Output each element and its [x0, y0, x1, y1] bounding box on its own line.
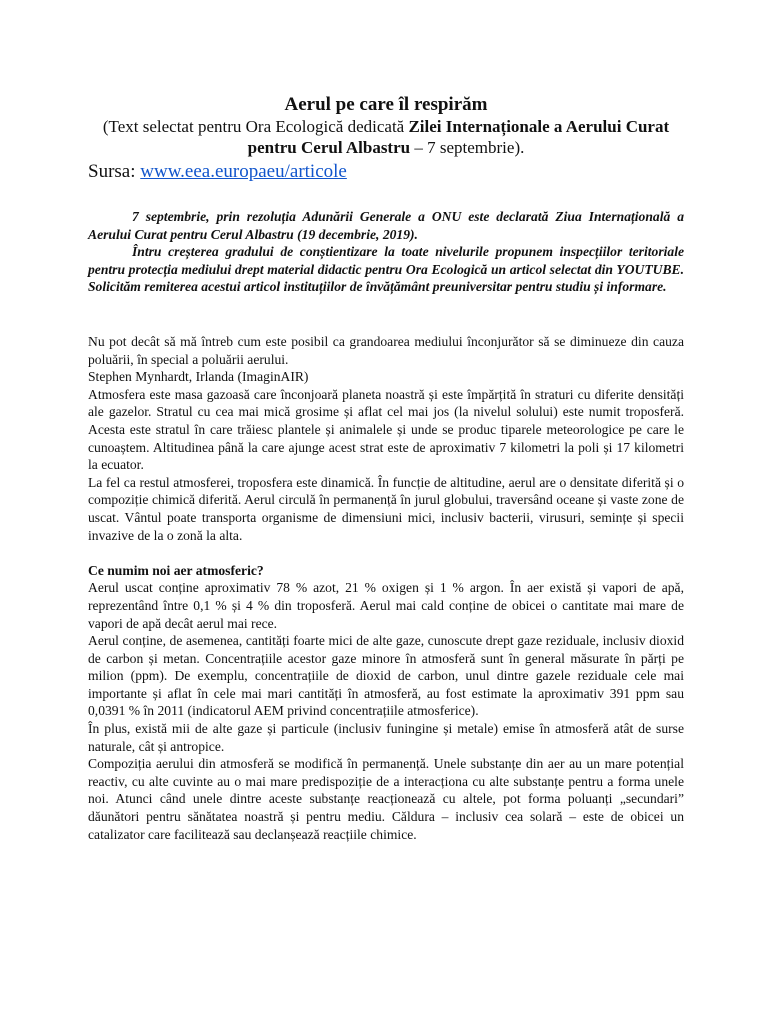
document-header — [86, 94, 686, 158]
source-line — [88, 160, 347, 184]
document-title: Aerul pe care îl respirăm — [284, 94, 488, 115]
subtitle-bold-text: Zilei Internaționale a Aerului Curat pentru Cerul Albastru — [247, 117, 670, 157]
section-heading: Ce numim noi aer atmosferic? — [88, 562, 264, 578]
intro-section — [88, 208, 684, 296]
intro-paragraph: 7 septembrie, prin rezoluția Adunării Generale a ONU este declarată Ziua Internațională a Aerului Curat pentru Cerul Albastru (19 decembrie, 2019). — [88, 209, 684, 242]
article-body — [88, 333, 684, 843]
body-paragraph: Aerul uscat conține aproximativ 78 % azot, 21 % oxigen și 1 % argon. În aer există și vapori de apă, reprezentând între 0,1 % și 4 % din troposferă. Aerul mai cald conține de obicei o cantitate mai mare de vapori de apă decât aerul mai rece. — [88, 580, 684, 631]
body-paragraph: Compoziția aerului din atmosferă se modifică în permanență. Unele substanțe din aer au un mare potențial reactiv, cu alte cuvinte au o mai mare predispoziție de a interacționa cu alte substanțe pentru a forma unele noi. Atunci când unele dintre aceste substanțe reacționează cu altele, pot forma poluanți „secundari” dăunători pentru sănătatea noastră și pentru mediu. Căldura – inclusiv cea solară – este de obicei un catalizator care facilitează sau declanșează reacțiile chimice. — [88, 756, 684, 842]
body-paragraph: Atmosfera este masa gazoasă care înconjoară planeta noastră și este împărțită în straturi cu diferite densități ale gazelor. Stratul cu cea mai mică grosime și aflat cel mai jos (la nivelul solului) este numit troposferă. Acesta este stratul în care trăiesc plantele și animalele și unde se produc tiparele meteorologice pe care le cunoaștem. Altitudinea până la care ajunge acest strat este de aproximativ 7 kilometri la poli și 17 kilometri la ecuator. — [88, 386, 684, 473]
quote-paragraph: Nu pot decât să mă întreb cum este posibil ca grandoarea mediului înconjurător să se diminueze din cauza poluării, în special a poluării aerului. — [88, 334, 684, 367]
document-subtitle — [86, 116, 686, 158]
source-label: Sursa: — [88, 161, 141, 182]
subtitle-text-end: – 7 septembrie). — [410, 138, 525, 157]
subtitle-text-start: (Text selectat pentru Ora Ecologică dedicată — [102, 117, 409, 136]
body-paragraph: În plus, există mii de alte gaze și particule (inclusiv funingine și metale) emise în atmosferă atât de surse naturale, cât și antropice. — [88, 721, 684, 754]
intro-paragraph: Întru creșterea gradului de conștientizare la toate nivelurile propunem inspecțiilor teritoriale pentru protecția mediului drept material didactic pentru Ora Ecologică un articol selectat din YOUTUBE. Solicităm remiterea acestui articol instituțiilor de învățământ preuniversitar pentru studiu și informare. — [88, 244, 684, 295]
body-paragraph: La fel ca restul atmosferei, troposfera este dinamică. În funcție de altitudine, aerul are o densitate diferită și o compoziție chimică diferită. Aerul circulă în permanență în jurul globului, traversând oceane și vaste zone de uscat. Vântul poate transporta organisme de dimensiuni mici, inclusiv bacterii, virusuri, semințe și specii invazive de la o zonă la alta. — [88, 474, 684, 543]
quote-author: Stephen Mynhardt, Irlanda (ImaginAIR) — [88, 369, 309, 385]
source-link[interactable]: www.eea.europaeu/articole — [140, 161, 347, 182]
body-paragraph: Aerul conține, de asemenea, cantități foarte mici de alte gaze, cunoscute drept gaze reziduale, inclusiv dioxid de carbon și metan. Concentrațiile acestor gaze minore în atmosferă sunt în general măsurate în părți pe milion (ppm). De exemplu, concentrațiile de dioxid de carbon, unul dintre gazele reziduale cele mai importante și aflat în cele mai mari cantități în atmosferă, au fost estimate la aproximativ 391 ppm sau 0,0391 % în 2011 (indicatorul AEM privind concentrațiile atmosferice). — [88, 633, 684, 719]
